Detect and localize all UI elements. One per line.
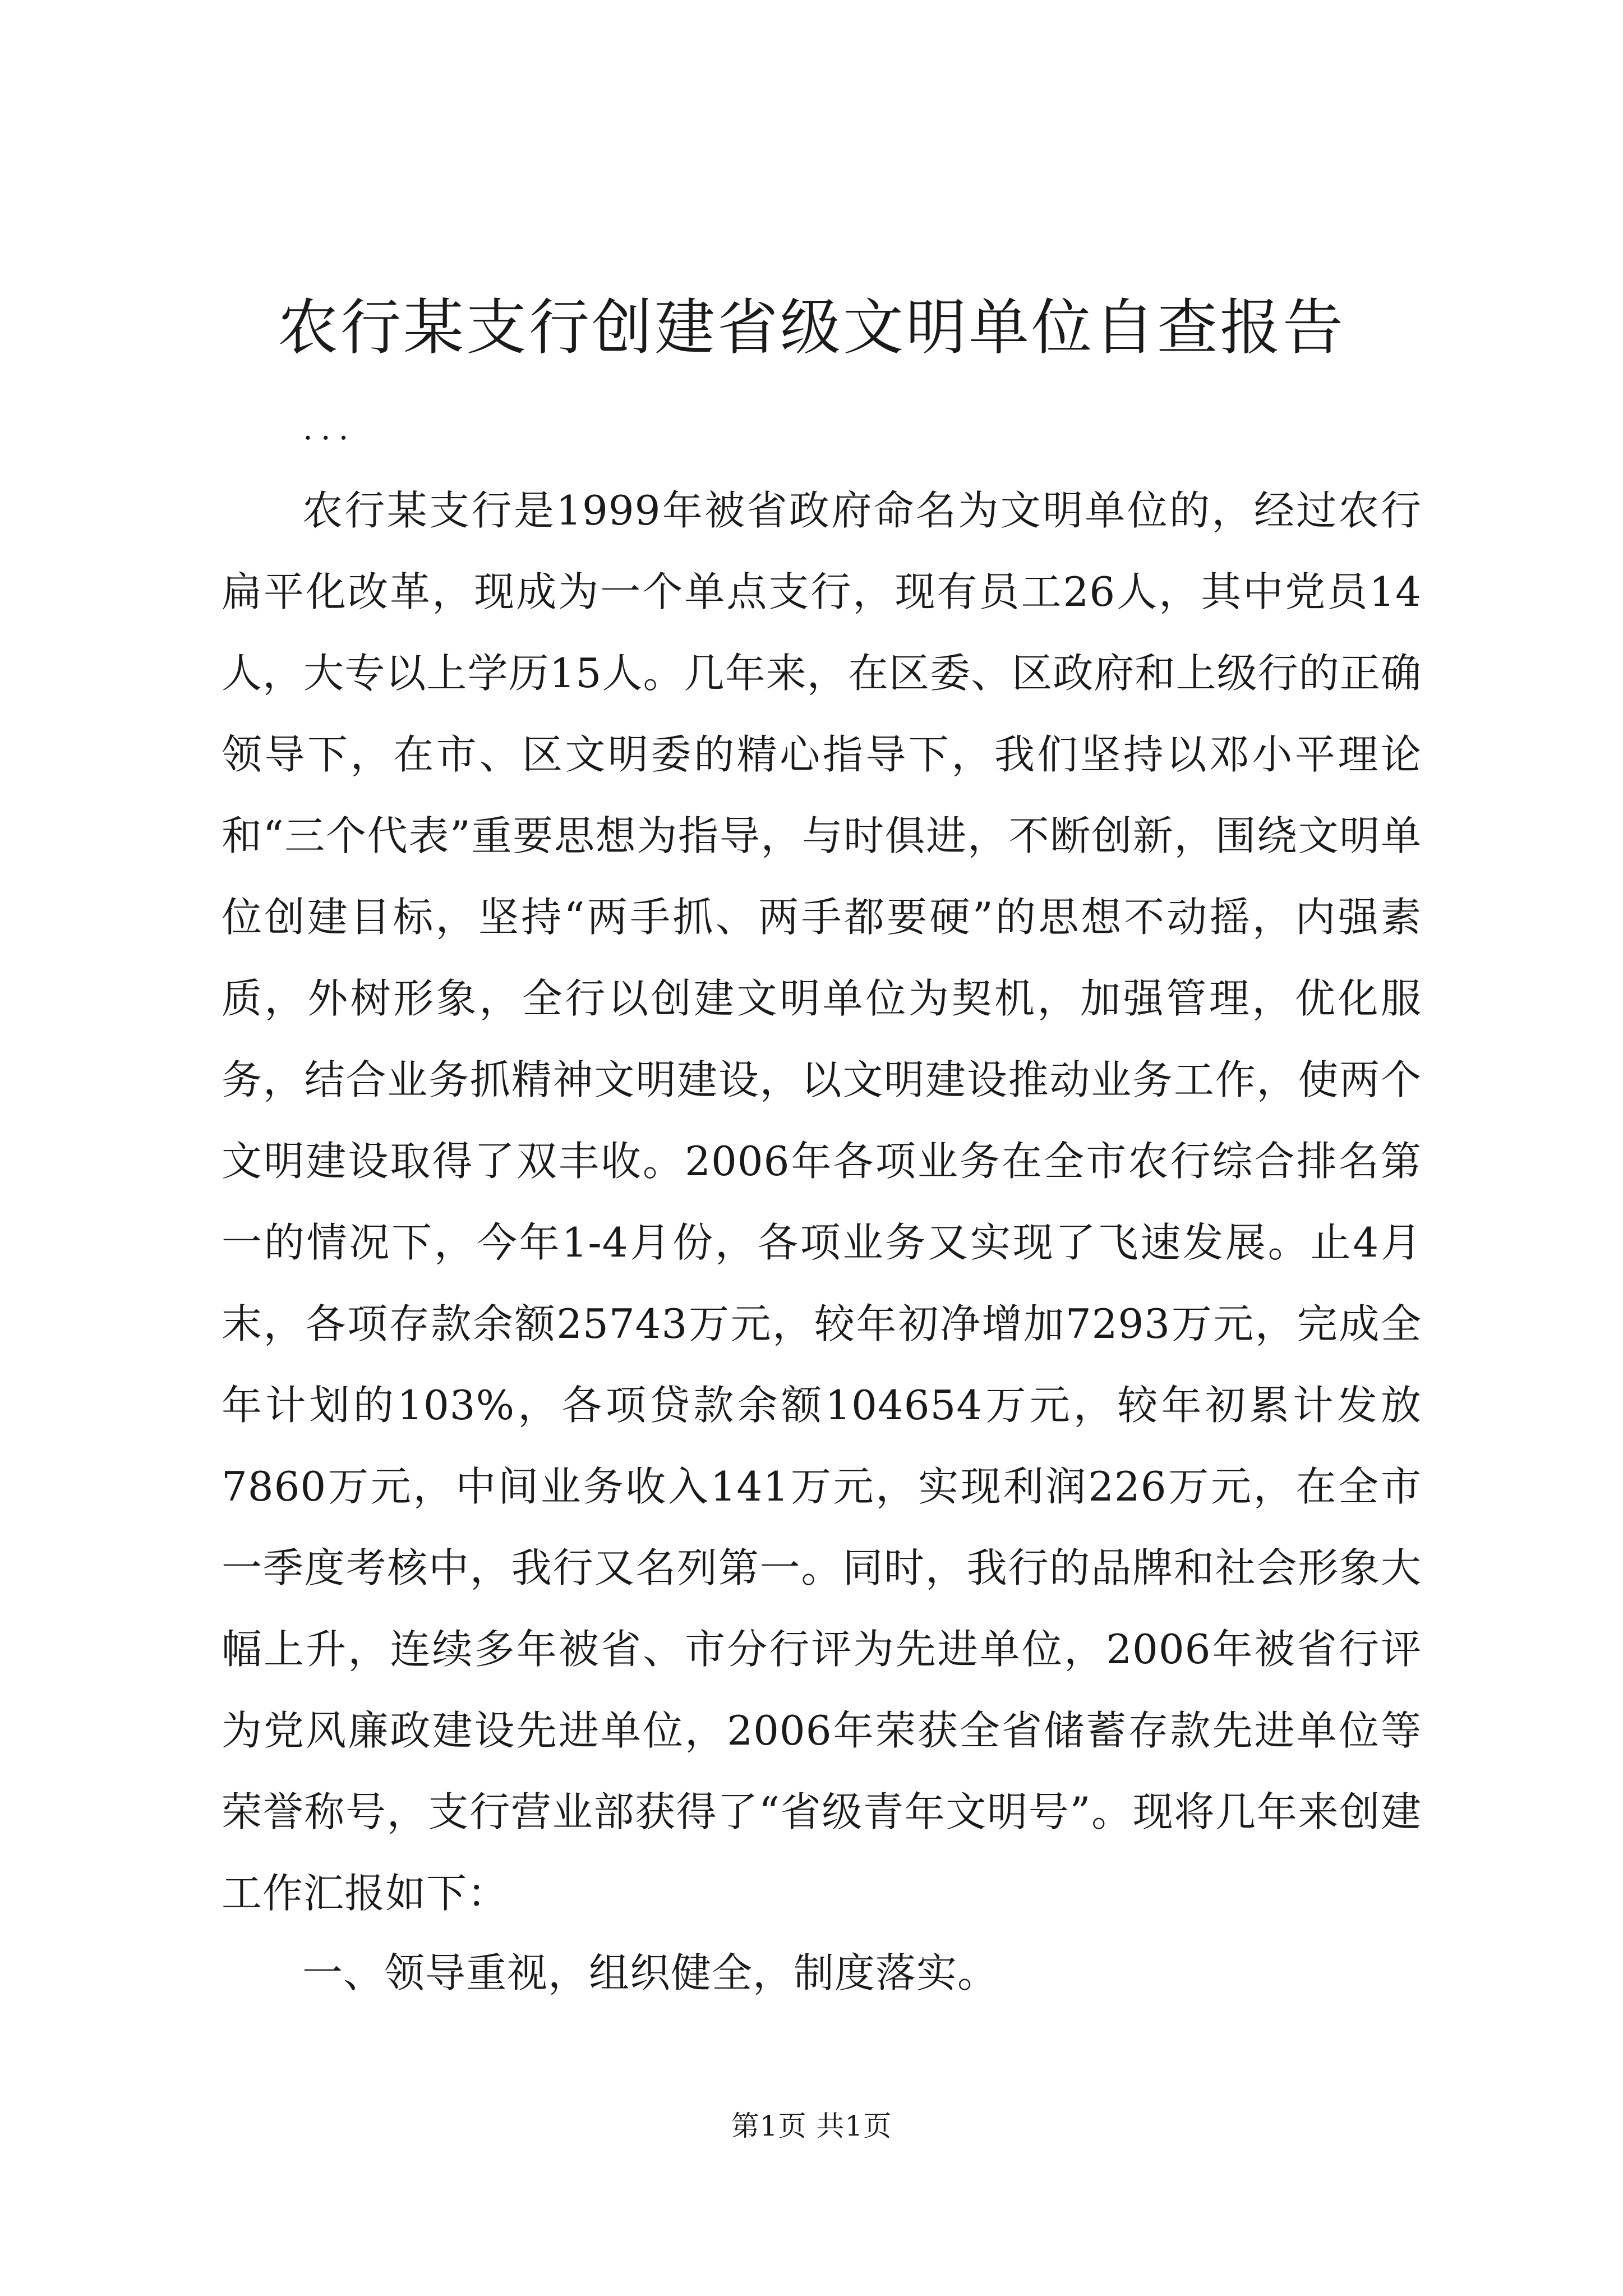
ellipsis-marker: ... [303, 411, 357, 447]
body-paragraph: 农行某支行是1999年被省政府命名为文明单位的，经过农行扁平化改革，现成为一个单点支行，现有员工26人，其中党员14人，大专以上学历15人。几年来，在区委、区政府和上级行的正确领导下，在市、区文明委的精心指导下，我们坚持以邓小平理论和“三个代表”重要思想为指导，与时俱进，不断创新，围绕文明单位创建目标，坚持“两手抓、两手都要硬”的思想不动摇，内强素质，外树形象，全行以创建文明单位为契机，加强管理，优化服务，结合业务抓精神文明建设，以文明建设推动业务工作，使两个文明建设取得了双丰收。2006年各项业务在全市农行综合排名第一的情况下，今年1-4月份，各项业务又实现了飞速发展。止4月末，各项存款余额25743万元，较年初净增加7293万元，完成全年计划的103%，各项贷款余额104654万元，较年初累计发放7860万元，中间业务收入141万元，实现利润226万元，在全市一季度考核中，我行又名列第一。同时，我行的品牌和社会形象大幅上升，连续多年被省、市分行评为先进单位，2006年被省行评为党风廉政建设先进单位，2006年荣获全省储蓄存款先进单位等荣誉称号，支行营业部获得了“省级青年文明号”。现将几年来创建工作汇报如下： [222, 487, 1422, 1917]
document-title: 农行某支行创建省级文明单位自查报告 [277, 293, 1345, 363]
section-heading: 一、领导重视，组织健全，制度落实。 [302, 1949, 999, 1996]
page-footer: 第1页 共1页 [731, 2110, 892, 2142]
